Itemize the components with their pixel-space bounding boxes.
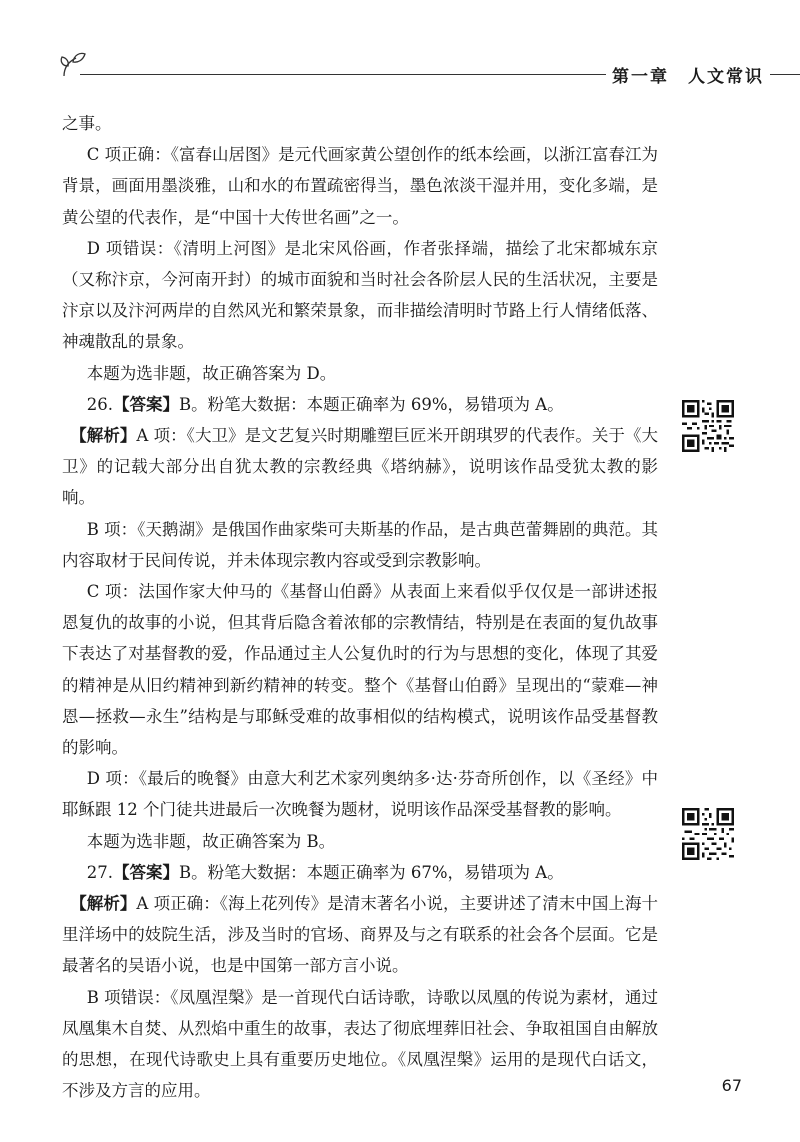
analysis-text: A 项正确：《海上花列传》是清末著名小说，主要讲述了清末中国上海十里洋场中的妓院生活，涉及当时的官场、商界及与之有联系的社会各个层面。它是最著名的吴语小说，也是中国第一部方言小说。 bbox=[62, 894, 658, 976]
analysis-paragraph bbox=[62, 888, 658, 982]
question-number: 26. bbox=[86, 394, 113, 414]
analysis-paragraph bbox=[62, 420, 658, 514]
paragraph: D 项：《最后的晚餐》由意大利艺术家列奥纳多·达·芬奇所创作，以《圣经》中耶稣跟 12 个门徒共进最后一次晚餐为题材，说明该作品深受基督教的影响。 bbox=[62, 769, 658, 820]
page-body bbox=[62, 108, 658, 1107]
answer-label: 【答案】 bbox=[113, 862, 179, 882]
page-number: 67 bbox=[721, 1076, 742, 1095]
answer-text: B。粉笔大数据：本题正确率为 69%，易错项为 A。 bbox=[179, 394, 564, 414]
paragraph: C 项：法国作家大仲马的《基督山伯爵》从表面上来看似乎仅仅是一部讲述报恩复仇的故事的小说，但其背后隐含着浓郁的宗教情结，特别是在表面的复仇故事下表达了对基督教的爱，作品通过主人公复仇时的行为与思想的变化，体现了其爱的精神是从旧约精神到新约精神的转变。整个《基督山伯爵》呈现出的“蒙难—神恩—拯救—永生”结构是与耶稣受难的故事相似的结构模式，说明该作品受基督教的影响。 bbox=[62, 582, 658, 758]
paragraph: 本题为选非题，故正确答案为 B。 bbox=[86, 831, 336, 851]
paragraph: 本题为选非题，故正确答案为 D。 bbox=[86, 363, 337, 383]
qr-code-icon[interactable] bbox=[682, 400, 734, 452]
header-rule bbox=[80, 74, 650, 75]
paragraph: B 项错误：《凤凰涅槃》是一首现代白话诗歌，诗歌以凤凰的传说为素材，通过凤凰集木自焚、从烈焰中重生的故事，表达了彻底埋葬旧社会、争取祖国自由解放的思想，在现代诗歌史上具有重要历史地位。《凤凰涅槃》运用的是现代白话文，不涉及方言的应用。 bbox=[62, 987, 658, 1101]
answer-line-26 bbox=[62, 389, 658, 420]
chapter-title: 第一章 人文常识 bbox=[606, 62, 770, 87]
answer-label: 【答案】 bbox=[113, 394, 179, 414]
question-number: 27. bbox=[86, 862, 113, 882]
analysis-text: A 项：《大卫》是文艺复兴时期雕塑巨匠米开朗琪罗的代表作。关于《大卫》的记载大部分出自犹太教的宗教经典《塔纳赫》，说明该作品受犹太教的影响。 bbox=[62, 426, 658, 508]
qr-code-icon[interactable] bbox=[682, 808, 734, 860]
paragraph: D 项错误：《清明上河图》是北宋风俗画，作者张择端，描绘了北宋都城东京（又称汴京，今河南开封）的城市面貌和当时社会各阶层人民的生活状况，主要是汴京以及汴河两岸的自然风光和繁荣景象，而非描绘清明时节路上行人情绪低落、神魂散乱的景象。 bbox=[62, 238, 658, 352]
paragraph: 之事。 bbox=[62, 114, 112, 133]
paragraph: B 项：《天鹅湖》是俄国作曲家柴可夫斯基的作品，是古典芭蕾舞剧的典范。其内容取材于民间传说，并未体现宗教内容或受到宗教影响。 bbox=[62, 519, 658, 570]
paragraph: C 项正确：《富春山居图》是元代画家黄公望创作的纸本绘画，以浙江富春江为背景，画面用墨淡雅，山和水的布置疏密得当，墨色浓淡干湿并用，变化多端，是黄公望的代表作，是“中国十大传世名画”之一。 bbox=[62, 145, 658, 227]
analysis-label: 【解析】 bbox=[70, 426, 137, 446]
answer-text: B。粉笔大数据：本题正确率为 67%，易错项为 A。 bbox=[179, 862, 564, 882]
answer-line-27 bbox=[62, 857, 658, 888]
analysis-label: 【解析】 bbox=[70, 894, 137, 914]
page-header bbox=[58, 50, 800, 87]
